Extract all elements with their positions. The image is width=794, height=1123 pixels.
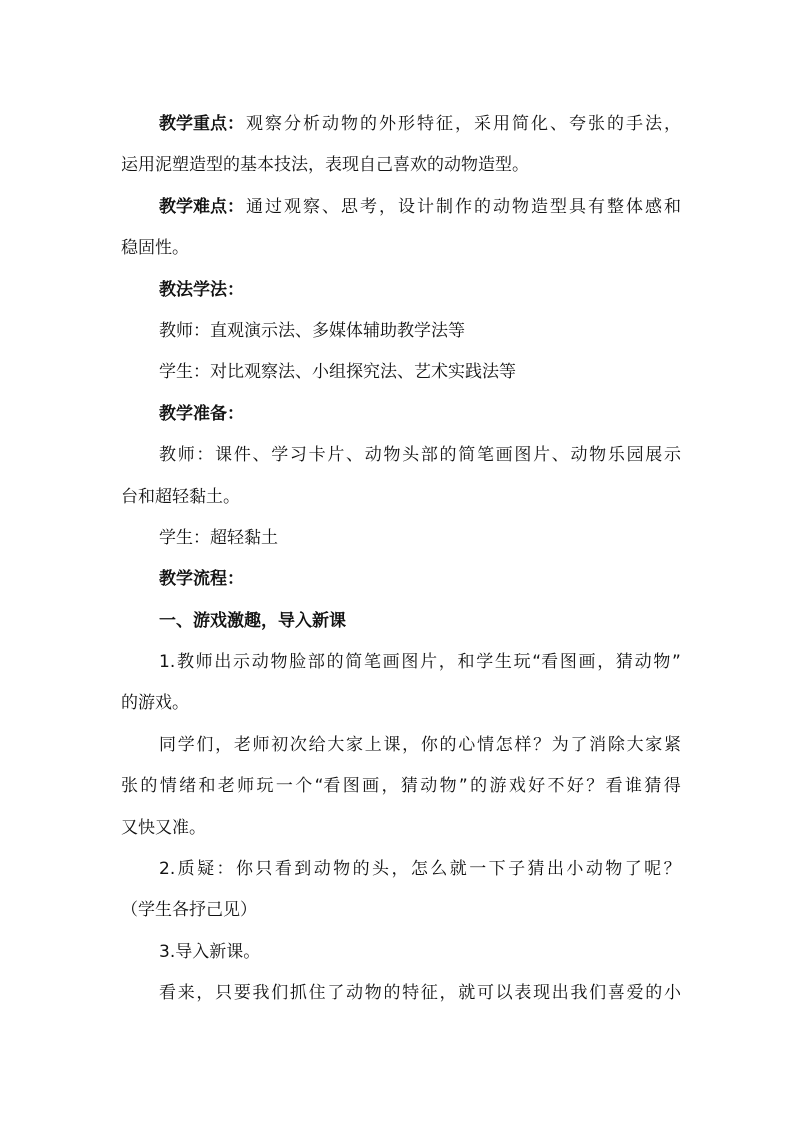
text-line: 教学难点： 通 过 观 察 、 思 考 ， 设 计 制 作 的 动 物 造 型 具 有 整 体 感 和: [121, 187, 681, 228]
text-line: 运用泥塑造型的基本技法，表现自己喜欢的动物造型。: [121, 155, 529, 176]
text-line: 台和超轻黏土。: [121, 486, 240, 507]
bold-label: 教学重点：: [159, 114, 244, 134]
paragraph-key-points: [121, 104, 681, 187]
text-line: 张 的 情 绪 和 老 师 玩 一 个 “看 图 画 ， 猜 动 物 ” 的 游 戏 好 不 好 ？ 看 谁 猜 得: [121, 776, 681, 797]
document-body: [121, 104, 681, 1015]
paragraph-step-2: [121, 849, 681, 932]
text-line: 看 来 ， 只 要 我 们 抓 住 了 动 物 的 特 征 ， 就 可 以 表 现 出 我 们 喜 爱 的 小: [159, 983, 681, 1004]
text-line: 的游戏。: [121, 693, 189, 714]
bold-label: 教学难点：: [159, 196, 244, 217]
text-line: 学生：对比观察法、小组探究法、艺术实践法等: [159, 362, 516, 383]
heading-process: 教学流程：: [159, 569, 244, 590]
paragraph-step-1: [121, 642, 681, 725]
paragraph-teacher-prep: [121, 435, 681, 518]
paragraph-greeting: [121, 725, 681, 849]
text-line: 2. 质 疑 ： 你 只 看 到 动 物 的 头 ， 怎 么 就 一 下 子 猜 出 小 动 物 了 呢 ？: [159, 859, 681, 880]
text-line: 教 师 ： 课 件 、 学 习 卡 片 、 动 物 头 部 的 简 笔 画 图 片 、 动 物 乐 园 展 示: [159, 445, 681, 466]
text-line: 又快又准。: [121, 817, 206, 838]
heading-section-one: 一、游戏激趣，导入新课: [159, 610, 346, 631]
text-line: 同 学 们 ， 老 师 初 次 给 大 家 上 课 ， 你 的 心 情 怎 样 ？ 为 了 消 除 大 家 紧: [159, 734, 681, 755]
text-line: 稳固性。: [121, 238, 189, 259]
text-line: （学生各抒己见）: [121, 900, 257, 921]
text-line: 3.导入新课。: [159, 941, 261, 962]
text-line: 教师：直观演示法、多媒体辅助教学法等: [159, 320, 465, 341]
text-line: 教学重点： 观 察 分 析 动 物 的 外 形 特 征 ， 采 用 简 化 、 夸 张 的 手 法 ，: [121, 104, 681, 145]
paragraph-difficulties: [121, 187, 681, 270]
text-line: 1. 教 师 出 示 动 物 脸 部 的 简 笔 画 图 片 ， 和 学 生 玩 “看 图 画 ， 猜 动 物 ”: [159, 652, 681, 673]
text-line: 学生：超轻黏土: [159, 527, 278, 548]
heading-preparation: 教学准备：: [159, 403, 244, 424]
heading-methods: 教法学法：: [159, 279, 244, 300]
